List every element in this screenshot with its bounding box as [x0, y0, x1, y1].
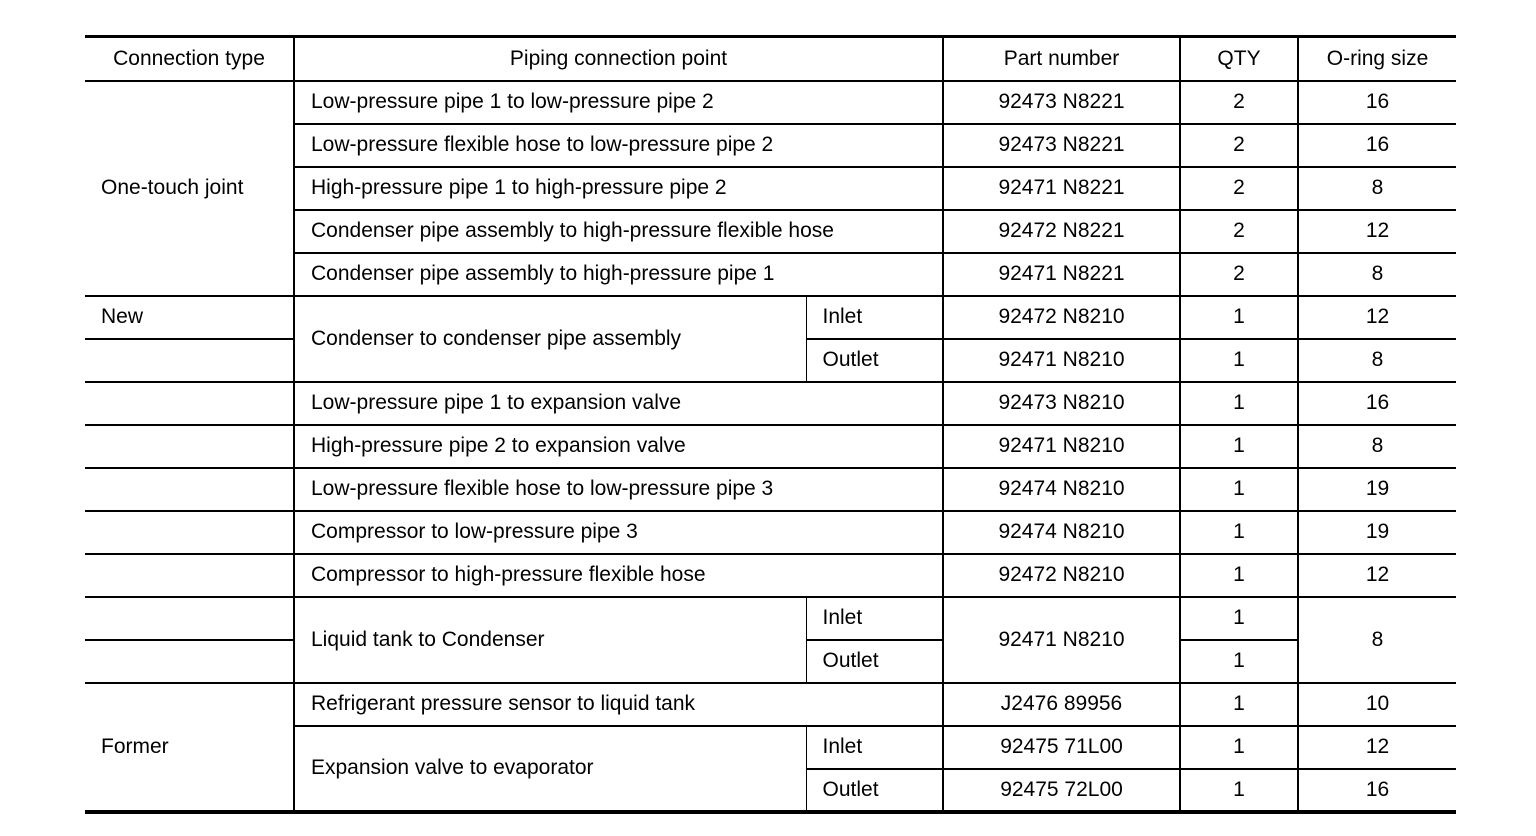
table-row [85, 468, 1456, 511]
table-row [85, 296, 1456, 339]
oring-size-cell: 12 [1298, 210, 1456, 253]
qty-cell: 2 [1180, 167, 1298, 210]
piping-point-cell: Condenser to condenser pipe assembly [294, 296, 806, 382]
inlet-outlet-cell: Inlet [806, 726, 943, 769]
inlet-outlet-cell: Outlet [806, 640, 943, 683]
qty-cell: 1 [1180, 640, 1298, 683]
connection-type-cell [85, 468, 294, 511]
piping-point-cell: Low-pressure pipe 1 to expansion valve [294, 382, 943, 425]
qty-cell: 1 [1180, 511, 1298, 554]
connection-type-cell [85, 382, 294, 425]
oring-table-container [85, 35, 1456, 814]
qty-cell: 2 [1180, 210, 1298, 253]
table-row [85, 683, 1456, 726]
part-number-cell: 92475 71L00 [943, 726, 1180, 769]
piping-point-cell: Expansion valve to evaporator [294, 726, 806, 812]
oring-size-cell: 8 [1298, 425, 1456, 468]
piping-point-cell: High-pressure pipe 1 to high-pressure pipe 2 [294, 167, 943, 210]
piping-point-cell: Condenser pipe assembly to high-pressure flexible hose [294, 210, 943, 253]
qty-cell: 1 [1180, 339, 1298, 382]
qty-cell: 2 [1180, 253, 1298, 296]
connection-type-cell [85, 597, 294, 640]
oring-size-cell: 19 [1298, 468, 1456, 511]
piping-point-cell: Condenser pipe assembly to high-pressure pipe 1 [294, 253, 943, 296]
part-number-cell: 92475 72L00 [943, 769, 1180, 812]
piping-point-cell: Low-pressure flexible hose to low-pressure pipe 2 [294, 124, 943, 167]
piping-point-cell: Low-pressure flexible hose to low-pressure pipe 3 [294, 468, 943, 511]
piping-point-cell: Compressor to low-pressure pipe 3 [294, 511, 943, 554]
header-connection-type: Connection type [85, 37, 294, 81]
oring-size-cell: 19 [1298, 511, 1456, 554]
table-row [85, 554, 1456, 597]
part-number-cell: 92474 N8210 [943, 468, 1180, 511]
header-oring-size: O-ring size [1298, 37, 1456, 81]
connection-type-cell [85, 554, 294, 597]
part-number-cell: 92471 N8210 [943, 339, 1180, 382]
qty-cell: 1 [1180, 597, 1298, 640]
qty-cell: 1 [1180, 554, 1298, 597]
oring-size-cell: 8 [1298, 167, 1456, 210]
inlet-outlet-cell: Outlet [806, 769, 943, 812]
part-number-cell: 92473 N8210 [943, 382, 1180, 425]
piping-point-cell: Liquid tank to Condenser [294, 597, 806, 683]
part-number-cell: J2476 89956 [943, 683, 1180, 726]
oring-size-cell: 12 [1298, 726, 1456, 769]
oring-size-cell: 16 [1298, 124, 1456, 167]
oring-table [85, 35, 1456, 814]
table-row [85, 511, 1456, 554]
qty-cell: 1 [1180, 468, 1298, 511]
qty-cell: 2 [1180, 124, 1298, 167]
inlet-outlet-cell: Outlet [806, 339, 943, 382]
header-qty: QTY [1180, 37, 1298, 81]
part-number-cell: 92471 N8221 [943, 167, 1180, 210]
header-piping-point: Piping connection point [294, 37, 943, 81]
inlet-outlet-cell: Inlet [806, 296, 943, 339]
connection-type-cell: Former [101, 734, 169, 758]
header-part-number: Part number [943, 37, 1180, 81]
qty-cell: 1 [1180, 726, 1298, 769]
qty-cell: 2 [1180, 81, 1298, 124]
qty-cell: 1 [1180, 769, 1298, 812]
connection-type-cell [85, 339, 294, 382]
oring-size-cell: 10 [1298, 683, 1456, 726]
part-number-cell: 92471 N8210 [943, 597, 1180, 683]
connection-type-cell: One-touch joint [85, 81, 294, 296]
piping-point-cell: Refrigerant pressure sensor to liquid tank [294, 683, 943, 726]
part-number-cell: 92472 N8210 [943, 296, 1180, 339]
part-number-cell: 92473 N8221 [943, 124, 1180, 167]
table-row [85, 425, 1456, 468]
part-number-cell: 92474 N8210 [943, 511, 1180, 554]
table-header-row [85, 37, 1456, 81]
part-number-cell: 92471 N8210 [943, 425, 1180, 468]
table-row [85, 81, 1456, 124]
oring-size-cell: 8 [1298, 253, 1456, 296]
qty-cell: 1 [1180, 425, 1298, 468]
oring-size-cell: 8 [1298, 597, 1456, 683]
piping-point-cell: Low-pressure pipe 1 to low-pressure pipe 2 [294, 81, 943, 124]
oring-size-cell: 12 [1298, 554, 1456, 597]
qty-cell: 1 [1180, 382, 1298, 425]
oring-size-cell: 16 [1298, 769, 1456, 812]
oring-size-cell: 16 [1298, 81, 1456, 124]
piping-point-cell: Compressor to high-pressure flexible hose [294, 554, 943, 597]
part-number-cell: 92472 N8221 [943, 210, 1180, 253]
part-number-cell: 92473 N8221 [943, 81, 1180, 124]
oring-size-cell: 8 [1298, 339, 1456, 382]
inlet-outlet-cell: Inlet [806, 597, 943, 640]
connection-type-cell [85, 640, 294, 683]
connection-type-cell [85, 425, 294, 468]
part-number-cell: 92472 N8210 [943, 554, 1180, 597]
connection-type-cell [85, 511, 294, 554]
qty-cell: 1 [1180, 683, 1298, 726]
qty-cell: 1 [1180, 296, 1298, 339]
oring-size-cell: 12 [1298, 296, 1456, 339]
piping-point-cell: High-pressure pipe 2 to expansion valve [294, 425, 943, 468]
table-row [85, 597, 1456, 640]
connection-type-cell: New [85, 296, 294, 339]
table-row [85, 382, 1456, 425]
part-number-cell: 92471 N8221 [943, 253, 1180, 296]
oring-size-cell: 16 [1298, 382, 1456, 425]
